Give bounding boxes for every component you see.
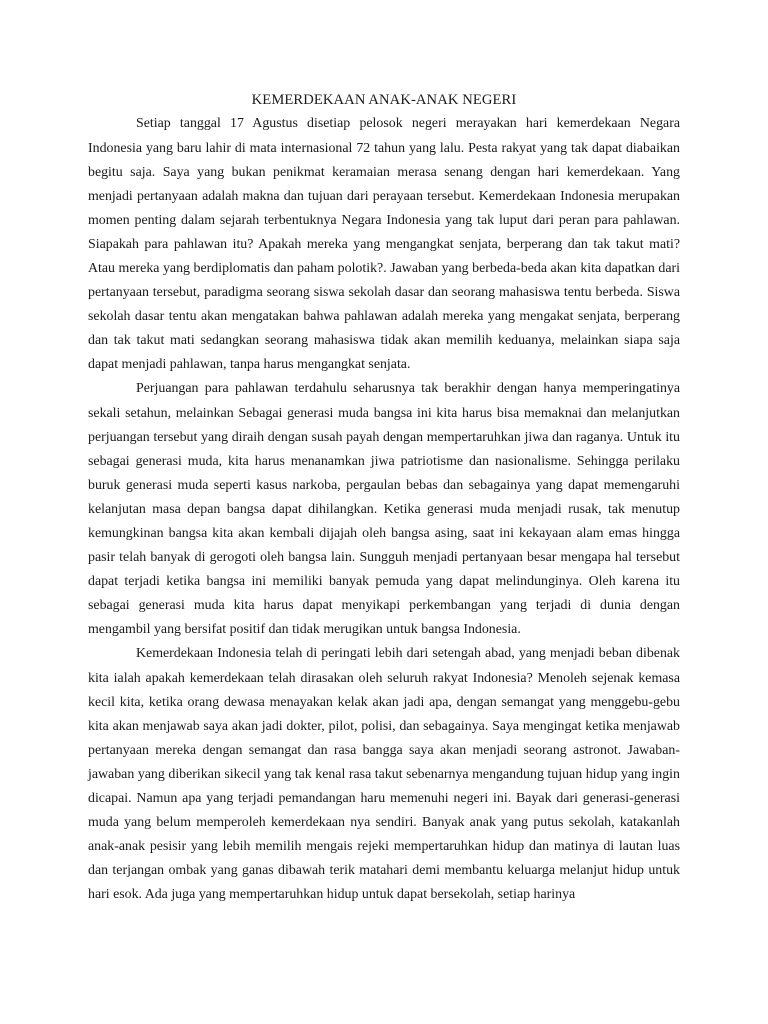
paragraph-2: Perjuangan para pahlawan terdahulu seharusnya tak berakhir dengan hanya memperingatinya sekali setahun, melainkan Sebagai generasi muda bangsa ini kita harus bisa memaknai dan melanjutkan perjuangan tersebut yang diraih dengan susah payah dengan mempertaruhkan jiwa dan raganya. Untuk itu sebagai generasi muda, kita harus menanamkan jiwa patriotisme dan nasionalisme. Sehingga perilaku buruk generasi muda seperti kasus narkoba, pergaulan bebas dan sebagainya yang dapat memengaruhi kelanjutan masa depan bangsa dapat dihilangkan. Ketika generasi muda menjadi rusak, tak menutup kemungkinan bangsa kita akan kembali dijajah oleh bangsa asing, saat ini kekayaan alam emas hingga pasir telah banyak di gerogoti oleh bangsa lain. Sungguh menjadi pertanyaan besar mengapa hal tersebut dapat terjadi ketika bangsa ini memiliki banyak pemuda yang dapat melindunginya. Oleh karena itu sebagai generasi muda kita harus dapat menyikapi perkembangan yang terjadi di dunia dengan mengambil yang bersifat positif dan tidak merugikan untuk bangsa Indonesia.	[88, 381, 680, 638]
document-page	[88, 88, 680, 908]
document-title: KEMERDEKAAN ANAK-ANAK NEGERI	[251, 92, 517, 108]
paragraph-1: Setiap tanggal 17 Agustus disetiap pelosok negeri merayakan hari kemerdekaan Negara Indonesia yang baru lahir di mata internasional 72 tahun yang lalu. Pesta rakyat yang tak dapat diabaikan begitu saja. Saya yang bukan penikmat keramaian merasa senang dengan hari kemerdekaan. Yang menjadi pertanyaan adalah makna dan tujuan dari perayaan tersebut. Kemerdekaan Indonesia merupakan momen penting dalam sejarah terbentuknya Negara Indonesia yang tak luput dari peran para pahlawan. Siapakah para pahlawan itu? Apakah mereka yang mengangkat senjata, berperang dan tak takut mati? Atau mereka yang berdiplomatis dan paham polotik?. Jawaban yang berbeda-beda akan kita dapatkan dari pertanyaan tersebut, paradigma seorang siswa sekolah dasar dan seorang mahasiswa tentu berbeda. Siswa sekolah dasar tentu akan mengatakan bahwa pahlawan adalah mereka yang mengakat senjata, berperang dan tak takut mati sedangkan seorang mahasiswa tidak akan memilih keduanya, melainkan siapa saja dapat menjadi pahlawan, tanpa harus mengangkat senjata.	[88, 116, 680, 373]
paragraph-3: Kemerdekaan Indonesia telah di peringati lebih dari setengah abad, yang menjadi beban dibenak kita ialah apakah kemerdekaan telah dirasakan oleh seluruh rakyat Indonesia? Menoleh sejenak kemasa kecil kita, ketika orang dewasa menayakan kelak akan jadi apa, dengan semangat yang menggebu-gebu kita akan menjawab saya akan jadi dokter, pilot, polisi, dan sebagainya. Saya mengingat ketika menjawab pertanyaan mereka dengan semangat dan rasa bangga saya akan menjadi seorang astronot. Jawaban-jawaban yang diberikan sikecil yang tak kenal rasa takut sebenarnya mengandung tujuan hidup yang ingin dicapai. Namun apa yang terjadi pemandangan haru memenuhi negeri ini. Bayak dari generasi-generasi muda yang belum memperoleh kemerdekaan nya sendiri. Banyak anak yang putus sekolah, katakanlah anak-anak pesisir yang lebih memilih mengais rejeki mempertaruhkan hidup dan matinya di lautan luas dan terjangan ombak yang ganas dibawah terik matahari demi membantu keluarga melanjut hidup untuk hari esok. Ada juga yang mempertaruhkan hidup untuk dapat bersekolah, setiap harinya	[88, 646, 680, 903]
